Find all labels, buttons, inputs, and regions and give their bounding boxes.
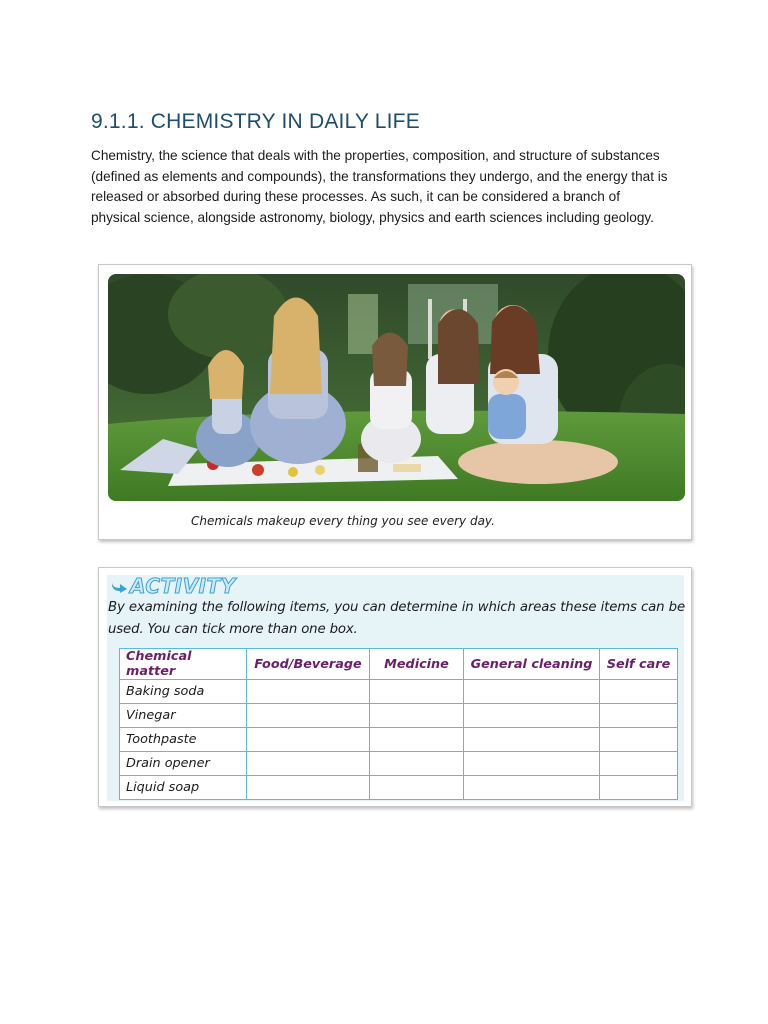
- photo-figure: [98, 264, 692, 540]
- table-row: [120, 776, 678, 800]
- row-label: Drain opener: [120, 752, 247, 776]
- column-header: Medicine: [370, 649, 464, 680]
- checkbox-cell[interactable]: [370, 776, 464, 800]
- photo-caption: Chemicals makeup every thing you see every day.: [191, 514, 495, 528]
- checkbox-cell[interactable]: [600, 704, 678, 728]
- row-label: Baking soda: [120, 680, 247, 704]
- checkbox-cell[interactable]: [247, 776, 370, 800]
- checkbox-cell[interactable]: [370, 728, 464, 752]
- table-row: [120, 680, 678, 704]
- checkbox-cell[interactable]: [370, 680, 464, 704]
- table-row: [120, 728, 678, 752]
- checkbox-cell[interactable]: [464, 776, 600, 800]
- family-picnic-photo: [108, 274, 685, 501]
- checkbox-cell[interactable]: [370, 752, 464, 776]
- column-header: Chemical matter: [120, 649, 247, 680]
- checkbox-cell[interactable]: [464, 752, 600, 776]
- intro-paragraph: Chemistry, the science that deals with the properties, composition, and structure of substances (defined as elements and compounds), the transformations they undergo, and the energy that is released or absorbed during these processes. As such, it can be considered a branch of physical science, alongside astronomy, biology, physics and earth sciences including geology.: [91, 148, 668, 226]
- checkbox-cell[interactable]: [600, 680, 678, 704]
- row-label: Vinegar: [120, 704, 247, 728]
- checkbox-cell[interactable]: [600, 752, 678, 776]
- checkbox-cell[interactable]: [464, 680, 600, 704]
- column-header: Self care: [600, 649, 678, 680]
- activity-instructions: By examining the following items, you can determine in which areas these items can be used. You can tick more than one box.: [108, 600, 685, 637]
- row-label: Toothpaste: [120, 728, 247, 752]
- checkbox-cell[interactable]: [464, 704, 600, 728]
- checkbox-cell[interactable]: [600, 776, 678, 800]
- activity-panel: [107, 575, 684, 801]
- table-row: [120, 704, 678, 728]
- activity-header: [110, 575, 236, 597]
- checkbox-cell[interactable]: [600, 728, 678, 752]
- checkbox-cell[interactable]: [370, 704, 464, 728]
- checkbox-cell[interactable]: [247, 752, 370, 776]
- checkbox-cell[interactable]: [247, 704, 370, 728]
- activity-box: [98, 567, 692, 807]
- arrow-right-icon: [110, 579, 128, 593]
- section-heading: 9.1.1. CHEMISTRY IN DAILY LIFE: [91, 110, 420, 133]
- table-row: [120, 752, 678, 776]
- column-header: General cleaning: [464, 649, 600, 680]
- row-label: Liquid soap: [120, 776, 247, 800]
- checkbox-cell[interactable]: [464, 728, 600, 752]
- table-header-row: [120, 649, 678, 680]
- checkbox-cell[interactable]: [247, 728, 370, 752]
- checkbox-cell[interactable]: [247, 680, 370, 704]
- column-header: Food/Beverage: [247, 649, 370, 680]
- usage-table: [119, 648, 678, 800]
- activity-label: ACTIVITY: [130, 574, 236, 598]
